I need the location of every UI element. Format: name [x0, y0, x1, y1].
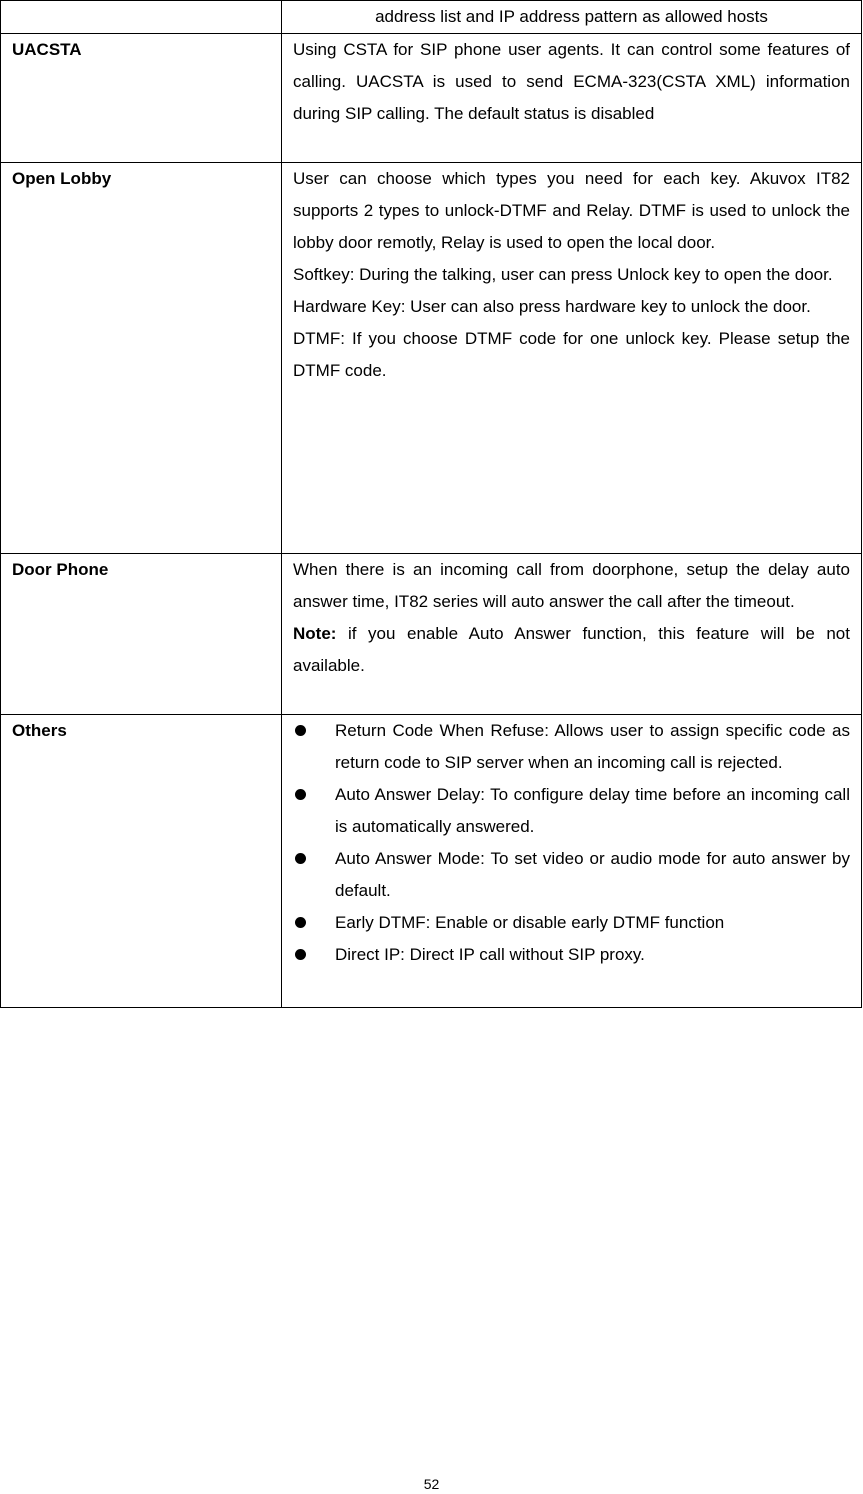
- note-paragraph: [293, 618, 850, 682]
- bullet-text: Direct IP: Direct IP call without SIP proxy.: [335, 945, 645, 964]
- description-cell-others: [282, 715, 862, 1008]
- bullet-dot-icon: [295, 949, 306, 960]
- note-label: Note:: [293, 624, 337, 643]
- description-cell-open-lobby: [282, 163, 862, 554]
- bullet-text: Auto Answer Delay: To configure delay time before an incoming call is automatically answered.: [335, 785, 850, 836]
- table-row-uacsta: [1, 34, 862, 163]
- bullet-list: [293, 715, 850, 971]
- bullet-item: [293, 907, 850, 939]
- bullet-item: [293, 715, 850, 779]
- description-paragraph: Using CSTA for SIP phone user agents. It can control some features of calling. UACSTA is used to send ECMA-323(CSTA XML) information during SIP calling. The default status is disabled: [293, 40, 850, 123]
- description-paragraph: When there is an incoming call from doorphone, setup the delay auto answer time, IT82 series will auto answer the call after the timeout.: [293, 560, 850, 611]
- table-row-open-lobby: [1, 163, 862, 554]
- bullet-item: [293, 939, 850, 971]
- bullet-text: Early DTMF: Enable or disable early DTMF function: [335, 913, 725, 932]
- term-cell-open-lobby: Open Lobby: [1, 163, 282, 554]
- description-paragraph: DTMF: If you choose DTMF code for one unlock key. Please setup the DTMF code.: [293, 329, 850, 380]
- bullet-text: Auto Answer Mode: To set video or audio mode for auto answer by default.: [335, 849, 850, 900]
- page-number: 52: [423, 1476, 440, 1492]
- bullet-dot-icon: [295, 789, 306, 800]
- bullet-text: Return Code When Refuse: Allows user to assign specific code as return code to SIP server when an incoming call is rejected.: [335, 721, 850, 772]
- bullet-item: [293, 779, 850, 843]
- table-row-door-phone: [1, 554, 862, 715]
- term-cell-uacsta: UACSTA: [1, 34, 282, 163]
- description-paragraph: Softkey: During the talking, user can press Unlock key to open the door.: [293, 265, 833, 284]
- description-paragraph: User can choose which types you need for each key. Akuvox IT82 supports 2 types to unlock-DTMF and Relay. DTMF is used to unlock the lobby door remotly, Relay is used to open the local door.: [293, 169, 850, 252]
- term-cell-door-phone: Door Phone: [1, 554, 282, 715]
- bullet-item: [293, 843, 850, 907]
- description-cell-continuation: address list and IP address pattern as allowed hosts: [282, 1, 862, 34]
- description-paragraph: Hardware Key: User can also press hardware key to unlock the door.: [293, 297, 811, 316]
- bullet-dot-icon: [295, 725, 306, 736]
- term-cell-others: Others: [1, 715, 282, 1008]
- description-cell-uacsta: [282, 34, 862, 163]
- bullet-dot-icon: [295, 917, 306, 928]
- description-cell-door-phone: [282, 554, 862, 715]
- term-cell-empty: [1, 1, 282, 34]
- note-text: if you enable Auto Answer function, this feature will be not available.: [293, 624, 850, 675]
- bullet-dot-icon: [295, 853, 306, 864]
- table-row-continuation: [1, 1, 862, 34]
- table-row-others: [1, 715, 862, 1008]
